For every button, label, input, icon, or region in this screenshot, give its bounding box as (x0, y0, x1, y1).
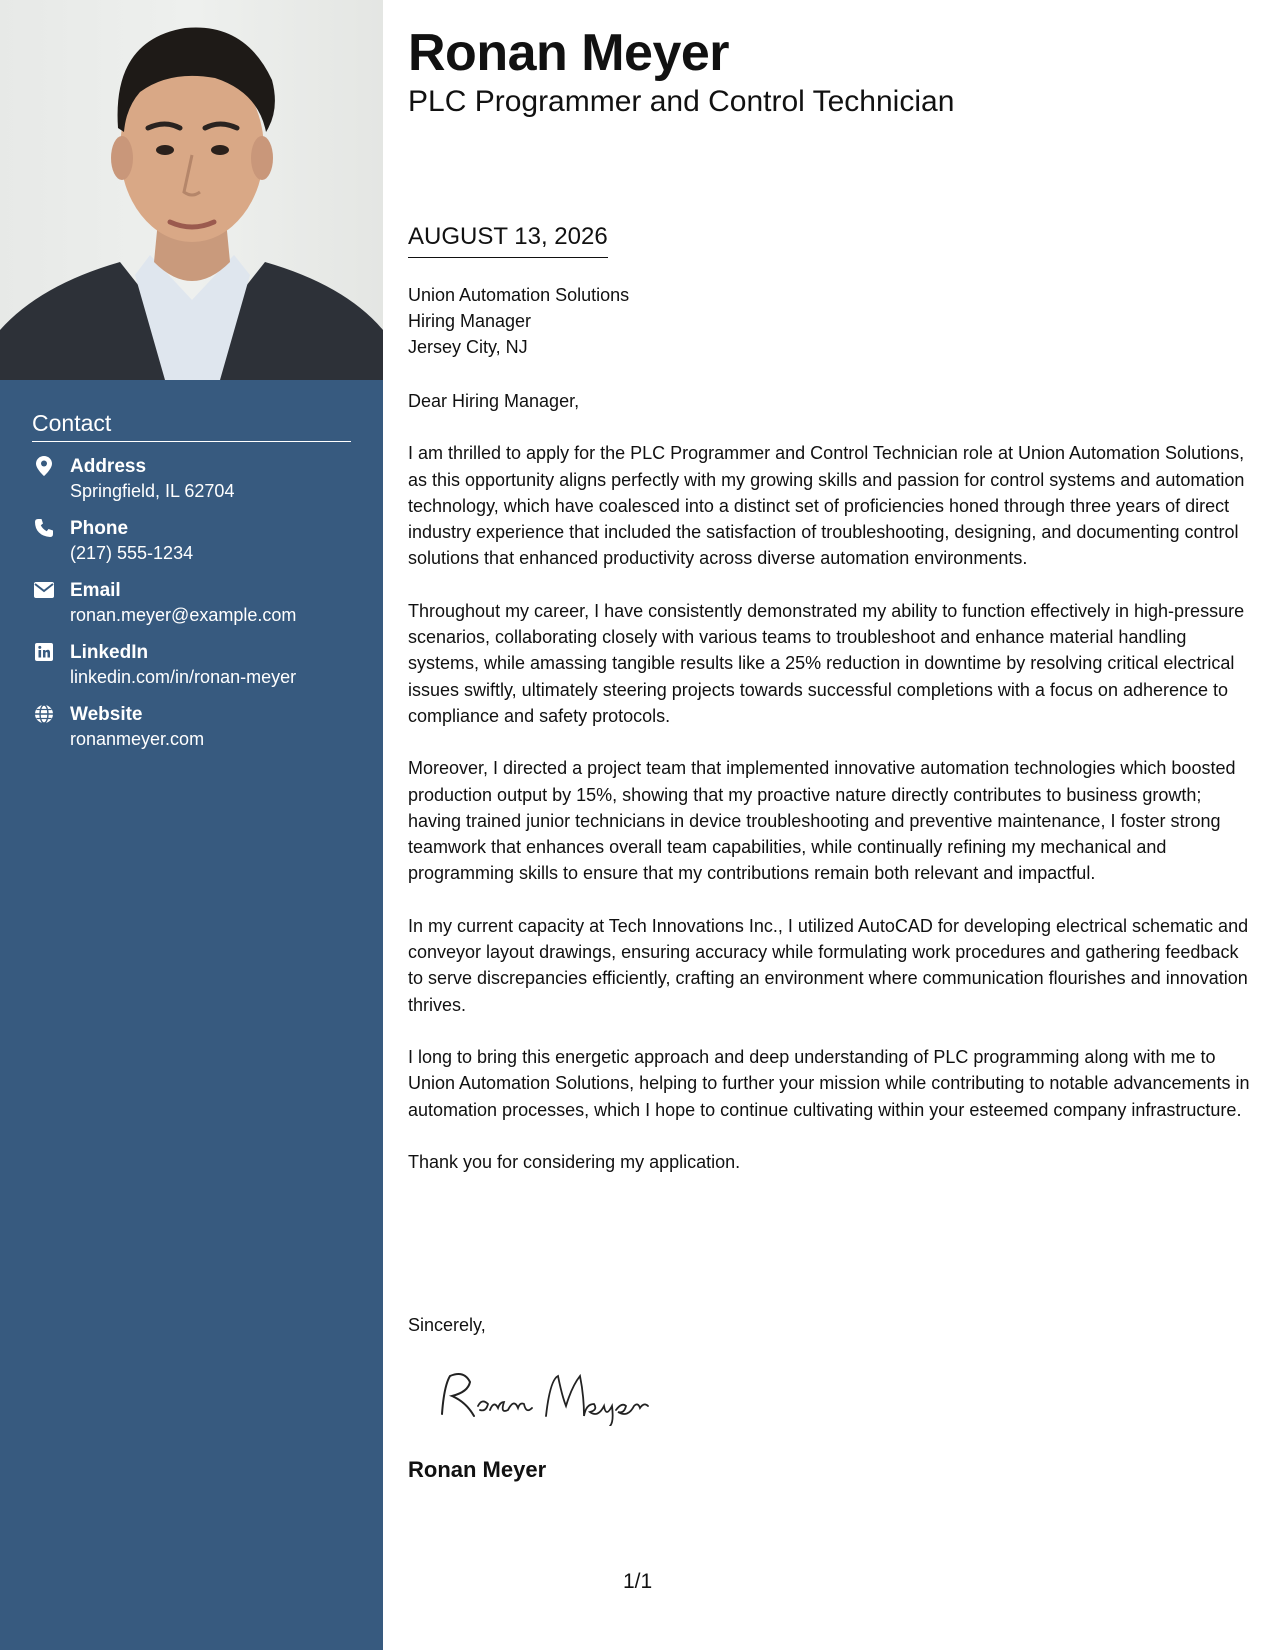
letter-paragraph: In my current capacity at Tech Innovations Inc., I utilized AutoCAD for developing electrical schematic and conveyor layout drawings, ensuring accuracy while formulating work procedures and gathering feedback to serve discrepancies efficiently, crafting an environment where communication flourishes and innovation thrives. (408, 915, 1249, 1015)
page-number: 1/1 (623, 1570, 653, 1593)
contact-value: linkedin.com/in/ronan-meyer (70, 667, 297, 687)
contact-label: Phone (70, 518, 129, 539)
phone-icon (34, 518, 54, 538)
letter-paragraph: I long to bring this energetic approach and deep understanding of PLC programming along with me to Union Automation Solutions, helping to further your mission while contributing to notable advancements in automation processes, which I hope to continue cultivating within your esteemed company infrastructure. (408, 1046, 1250, 1120)
recipient-location: Jersey City, NJ (408, 337, 528, 357)
contact-label: Website (70, 704, 143, 725)
contact-label: Email (70, 580, 121, 601)
contact-linkedin (32, 640, 351, 689)
contact-value: Springfield, IL 62704 (70, 481, 235, 501)
map-pin-icon (34, 456, 54, 476)
applicant-name: Ronan Meyer (408, 24, 730, 82)
signature-image (434, 1366, 664, 1431)
letter-paragraph: I am thrilled to apply for the PLC Programmer and Control Technician role at Union Automation Solutions, as this opportunity aligns perfectly with my growing skills and passion for control systems and automation technology, which have coalesced into a distinct set of proficiencies honed through three years of direct industry experience that included the satisfaction of troubleshooting, designing, and documenting control solutions that enhanced productivity across diverse automation environments. (408, 443, 1245, 569)
contact-email (32, 578, 351, 627)
recipient-role: Hiring Manager (408, 311, 532, 331)
salutation: Dear Hiring Manager, (408, 391, 580, 411)
contact-value: ronanmeyer.com (70, 729, 205, 749)
contact-heading: Contact (32, 410, 351, 442)
contact-label: Address (70, 456, 147, 477)
letter-content (408, 388, 1250, 1201)
contact-phone (32, 516, 351, 565)
profile-photo (0, 0, 383, 380)
linkedin-icon (34, 642, 54, 662)
recipient-company: Union Automation Solutions (408, 285, 630, 305)
envelope-icon (34, 580, 54, 600)
letter-date: AUGUST 13, 2026 (408, 221, 608, 258)
letter-paragraph: Throughout my career, I have consistently demonstrated my ability to function effectively in high-pressure scenarios, collaborating closely with various teams to troubleshoot and enhance material handling systems, while amassing tangible results like a 25% reduction in downtime by resolving critical electrical issues swiftly, ultimately steering projects towards successful completions with a focus on adherence to compliance and safety protocols. (408, 600, 1245, 726)
contact-website (32, 702, 351, 751)
applicant-title: PLC Programmer and Control Technician (408, 85, 955, 118)
contact-value: ronan.meyer@example.com (70, 605, 297, 625)
sidebar (0, 0, 383, 1650)
letter-paragraph: Moreover, I directed a project team that implemented innovative automation technologies which boosted production output by 15%, showing that my proactive nature directly contributes to business growth; having trained junior technicians in device troubleshooting and preventive maintenance, I foster strong teamwork that enhances overall team capabilities, while continually refining my mechanical and programming skills to ensure that my contributions remain both relevant and impactful. (408, 758, 1236, 884)
contact-label: LinkedIn (70, 642, 149, 663)
thanks-line: Thank you for considering my application. (408, 1151, 741, 1172)
recipient-block (408, 282, 629, 360)
contact-address (32, 454, 351, 503)
contact-section (32, 410, 351, 764)
contact-value: (217) 555-1234 (70, 543, 194, 563)
closing: Sincerely, (408, 1315, 486, 1335)
globe-icon (34, 704, 54, 724)
signed-name: Ronan Meyer (408, 1457, 547, 1482)
